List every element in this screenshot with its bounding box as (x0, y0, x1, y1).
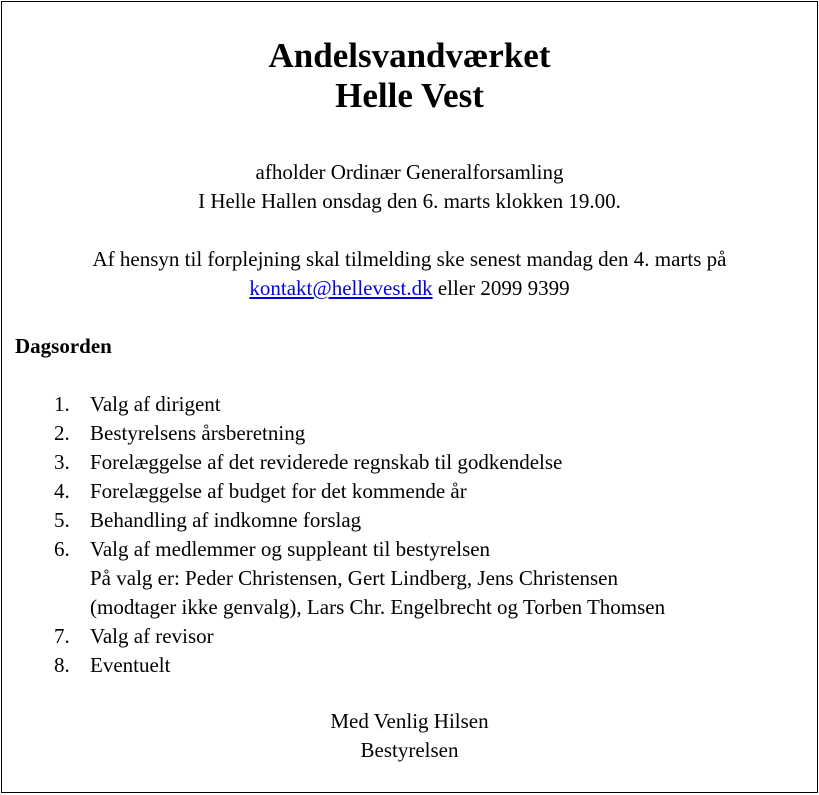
agenda-item-text-continued: (modtager ikke genvalg), Lars Chr. Engelbrecht og Torben Thomsen (90, 595, 666, 619)
agenda-item-number: 6. (54, 537, 70, 561)
title-line-1: Andelsvandværket (268, 36, 551, 75)
closing-greeting: Med Venlig Hilsen (330, 709, 489, 733)
agenda-item-number: 8. (54, 653, 70, 677)
agenda-item-text: Eventuelt (90, 653, 171, 677)
agenda-item-text-continued: På valg er: Peder Christensen, Gert Lindberg, Jens Christensen (90, 566, 619, 590)
agenda-item (2, 448, 817, 477)
title-line-2: Helle Vest (335, 76, 484, 115)
agenda-item (2, 419, 817, 448)
agenda-item (2, 535, 817, 622)
notice-line-1: Af hensyn til forplejning skal tilmelding ske senest mandag den 4. marts på (92, 247, 727, 271)
agenda-item-text: Valg af revisor (90, 624, 214, 648)
agenda-item (2, 651, 817, 680)
agenda-item (2, 622, 817, 651)
agenda-item-number: 7. (54, 624, 70, 648)
intro-line-2: I Helle Hallen onsdag den 6. marts klokken 19.00. (198, 189, 621, 213)
agenda-item-number: 5. (54, 508, 70, 532)
phone-text: eller 2099 9399 (432, 276, 570, 300)
closing-signature (2, 707, 817, 765)
agenda-item (2, 390, 817, 419)
agenda-item-text: Forelæggelse af budget for det kommende år (90, 479, 467, 503)
email-link[interactable]: kontakt@hellevest.dk (249, 276, 433, 300)
agenda-item-text: Valg af dirigent (90, 392, 221, 416)
document-title (2, 36, 817, 116)
registration-notice (2, 245, 817, 303)
agenda-heading: Dagsorden (15, 334, 112, 358)
agenda-item-text: Behandling af indkomne forslag (90, 508, 362, 532)
agenda-item-text: Valg af medlemmer og suppleant til bestyrelsen (90, 537, 491, 561)
agenda-item-number: 1. (54, 392, 70, 416)
agenda-item-number: 3. (54, 450, 70, 474)
notice-document (1, 1, 818, 793)
notice-line-2 (2, 274, 817, 303)
closing-signatory: Bestyrelsen (360, 738, 459, 762)
agenda-item-number: 2. (54, 421, 70, 445)
agenda-list (2, 390, 817, 680)
agenda-item-number: 4. (54, 479, 70, 503)
agenda-item-text: Bestyrelsens årsberetning (90, 421, 306, 445)
agenda-item (2, 506, 817, 535)
agenda-item (2, 477, 817, 506)
intro-line-1: afholder Ordinær Generalforsamling (255, 160, 564, 184)
meeting-intro (2, 158, 817, 216)
agenda-item-text: Forelæggelse af det reviderede regnskab til godkendelse (90, 450, 563, 474)
